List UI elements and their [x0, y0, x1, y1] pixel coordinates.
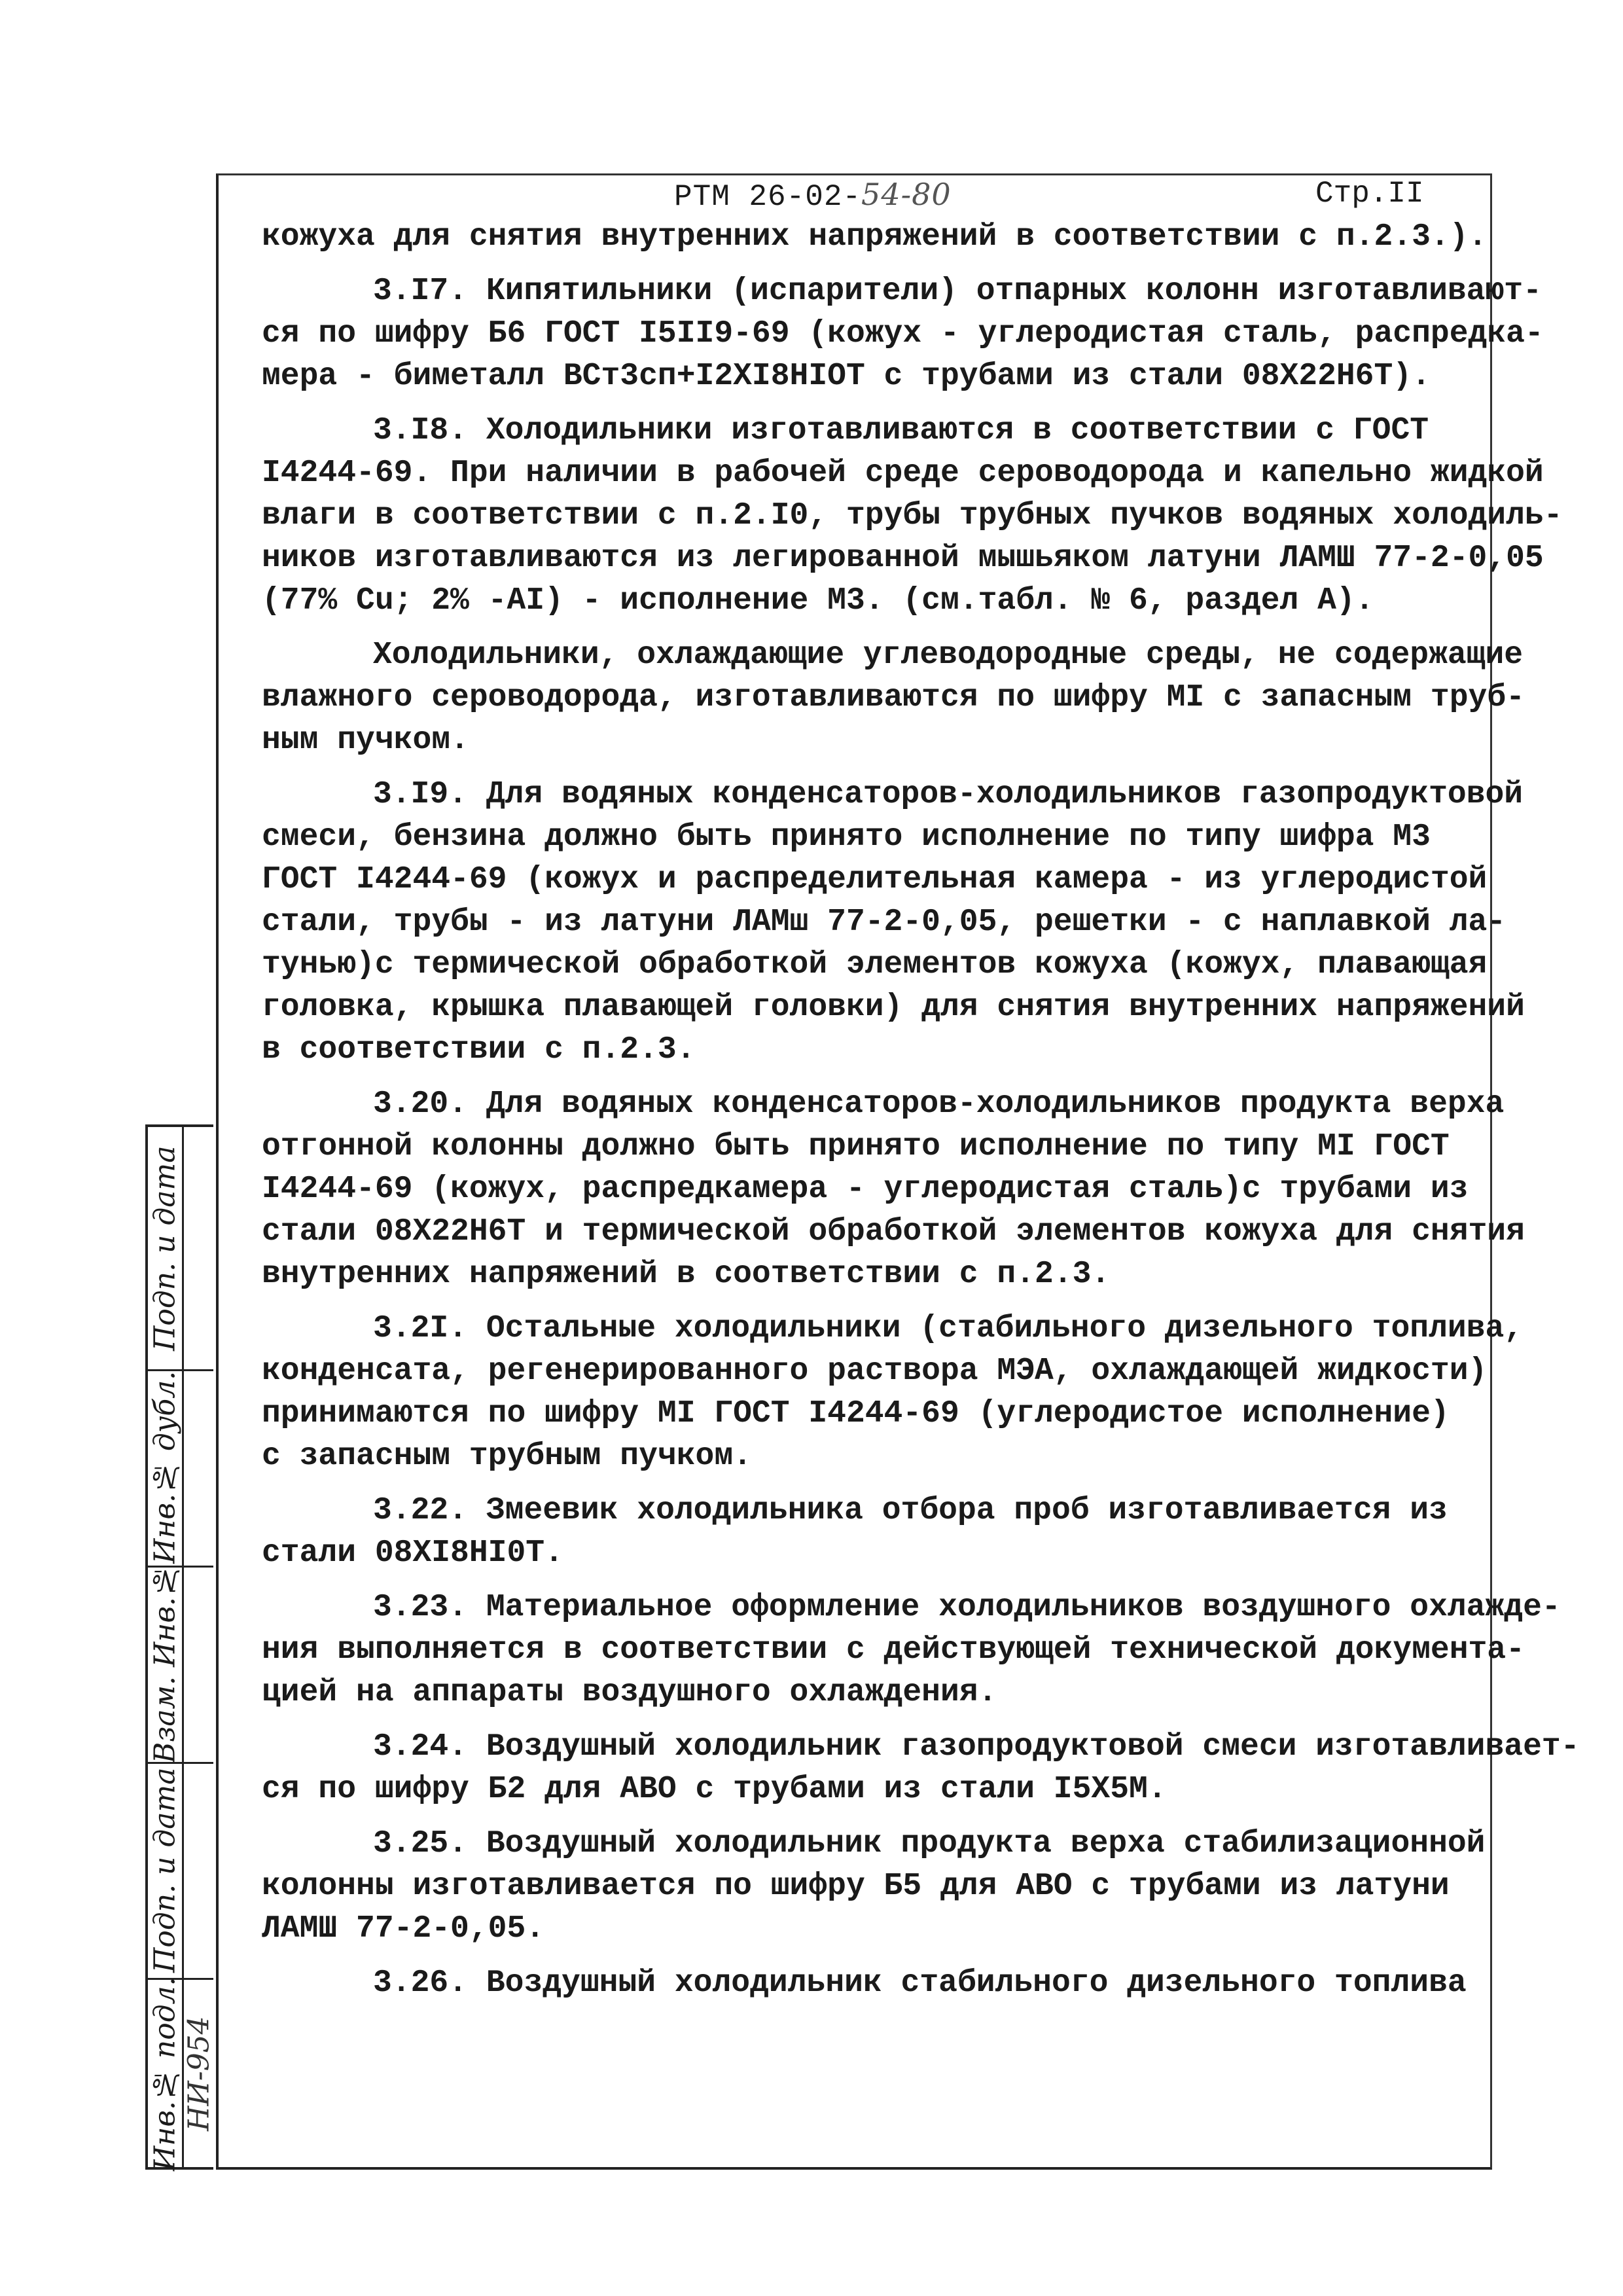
- text-line: ся по шифру Б6 ГОСТ I5II9-69 (кожух - углеродистая сталь, распредка-: [262, 316, 1544, 351]
- stamp-value-replace-inv: [182, 1566, 216, 1762]
- document-body: [262, 216, 1580, 2017]
- text-line: цией на аппараты воздушного охлаждения.: [262, 1675, 997, 1710]
- text-line: ся по шифру Б2 для АВО с трубами из стали I5X5M.: [262, 1772, 1167, 1807]
- paragraph: [262, 1962, 1472, 2005]
- paragraph: [262, 216, 1488, 259]
- text-line: в соответствии с п.2.3.: [262, 1032, 696, 1067]
- text-line: 3.I9. Для водяных конденсаторов-холодильников газопродуктовой: [373, 777, 1524, 812]
- text-line: кожуха для снятия внутренних напряжений в соответствии с п.2.3.).: [262, 219, 1488, 255]
- text-line: принимаются по шифру MI ГОСТ I4244-69 (углеродистое исполнение): [262, 1396, 1450, 1431]
- text-line: 3.25. Воздушный холодильник продукта верха стабилизационной: [373, 1826, 1486, 1861]
- text-line: ников изготавливаются из легированной мышьяком латуни ЛАМШ 77-2-0,05: [262, 541, 1544, 576]
- stamp-label-dup-inv: Инв.№ дубл.: [148, 1371, 182, 1564]
- stamp-value-dup-inv: [182, 1369, 216, 1566]
- text-line: 3.26. Воздушный холодильник стабильного дизельного топлива: [373, 1965, 1467, 2001]
- text-line: головка, крышка плавающей головки) для снятия внутренних напряжений: [262, 990, 1525, 1025]
- text-line: колонны изготавливается по шифру Б5 для АВО с трубами из латуни: [262, 1869, 1450, 1904]
- text-line: ГОСТ I4244-69 (кожух и распределительная камера - из углеродистой: [262, 862, 1488, 897]
- paragraph: [262, 1083, 1525, 1296]
- paragraph: [262, 1490, 1472, 1575]
- paragraph: [262, 1587, 1561, 1714]
- text-line: ния выполняется в соответствии с действующей технической документа-: [262, 1632, 1525, 1668]
- text-line: (77% Cu; 2% -AI) - исполнение M3. (см.табл. № 6, раздел А).: [262, 583, 1374, 619]
- stamp-value-sign-date-1: [182, 1127, 216, 1369]
- paragraph: [262, 270, 1544, 398]
- paragraph: [262, 1308, 1524, 1478]
- text-line: мера - биметалл ВСт3сп+I2XI8HIOT с трубами из стали 08X22H6T).: [262, 359, 1431, 394]
- stamp-value-original-inv: НИ-954: [182, 2016, 216, 2132]
- text-line: отгонной колонны должно быть принято исполнение по типу MI ГОСТ: [262, 1129, 1450, 1164]
- text-line: влажного сероводорода, изготавливаются по шифру MI с запасным труб-: [262, 680, 1525, 715]
- text-line: 3.20. Для водяных конденсаторов-холодильников продукта верха: [373, 1086, 1505, 1122]
- text-line: I4244-69 (кожух, распредкамера - углеродистая сталь)с трубами из: [262, 1172, 1469, 1207]
- text-line: 3.23. Материальное оформление холодильников воздушного охлажде-: [373, 1590, 1561, 1625]
- text-line: влаги в соответствии с п.2.I0, трубы трубных пучков водяных холодиль-: [262, 498, 1563, 533]
- text-line: ЛАМШ 77-2-0,05.: [262, 1911, 545, 1946]
- text-line: стали 08X22H6T и термической обработкой элементов кожуха для снятия: [262, 1214, 1525, 1249]
- page-number: Стр.II: [1315, 177, 1424, 211]
- stamp-label-sign-date-1: Подп. и дата: [148, 1145, 182, 1351]
- paragraph: [262, 410, 1563, 622]
- text-line: тунью)с термической обработкой элементов кожуха (кожух, плавающая: [262, 947, 1488, 982]
- text-line: смеси, бензина должно быть принято исполнение по типу шифра M3: [262, 819, 1431, 855]
- text-line: ным пучком.: [262, 723, 469, 758]
- document-code-prefix: РТМ 26-02-: [674, 180, 862, 214]
- stamp-label-replace-inv: Взам. Инв.№: [148, 1564, 182, 1764]
- paragraph: [262, 774, 1525, 1071]
- text-line: 3.2I. Остальные холодильники (стабильного дизельного топлива,: [373, 1311, 1524, 1346]
- paragraph: [262, 1823, 1486, 1950]
- text-line: конденсата, регенерированного раствора МЭА, охлаждающей жидкости): [262, 1354, 1488, 1389]
- text-line: стали, трубы - из латуни ЛАМш 77-2-0,05, решетки - с наплавкой ла-: [262, 905, 1507, 940]
- document-code-handwritten: 54-80: [861, 177, 952, 212]
- stamp-label-sign-date-2: Подп. и дата: [148, 1767, 182, 1973]
- paragraph: [262, 634, 1525, 762]
- document-code: [674, 177, 952, 214]
- approval-stamp-column: [145, 1124, 216, 2171]
- stamp-label-original-inv: Инв.№ подл.: [148, 1977, 182, 2171]
- text-line: 3.24. Воздушный холодильник газопродуктовой смеси изготавливает-: [373, 1729, 1580, 1765]
- paragraph: [262, 1726, 1580, 1811]
- text-line: 3.I8. Холодильники изготавливаются в соответствии с ГОСТ: [373, 413, 1429, 448]
- text-line: 3.22. Змеевик холодильника отбора проб изготавливается из: [373, 1493, 1448, 1528]
- stamp-value-sign-date-2: [182, 1762, 216, 1978]
- text-line: I4244-69. При наличии в рабочей среде сероводорода и капельно жидкой: [262, 456, 1544, 491]
- text-line: с запасным трубным пучком.: [262, 1439, 752, 1474]
- text-line: 3.I7. Кипятильники (испарители) отпарных колонн изготавливают-: [373, 274, 1542, 309]
- text-line: Холодильники, охлаждающие углеводородные среды, не содержащие: [373, 637, 1524, 673]
- text-line: стали 08XI8HI0T.: [262, 1535, 563, 1571]
- text-line: внутренних напряжений в соответствии с п.2.3.: [262, 1257, 1111, 1292]
